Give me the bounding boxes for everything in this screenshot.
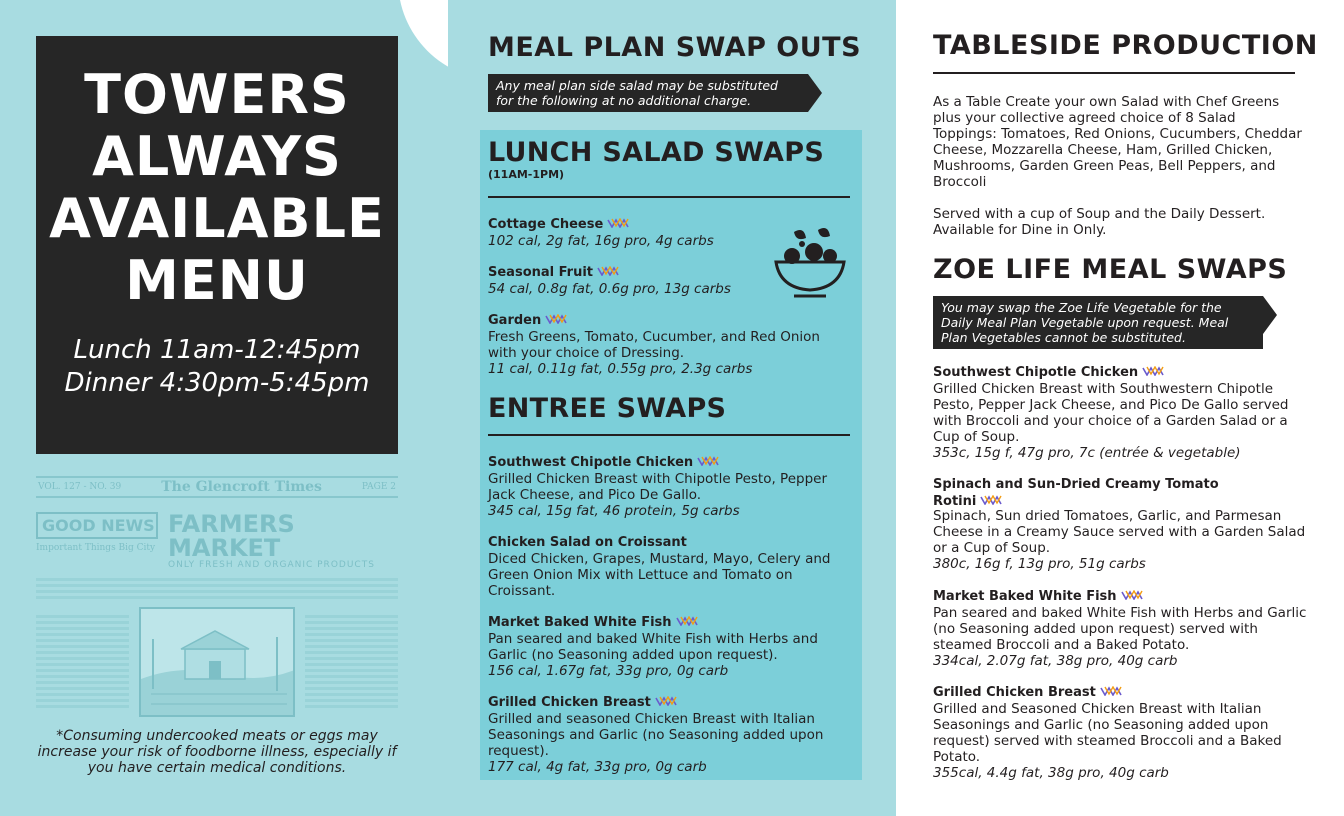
newspaper-text-lines — [36, 578, 398, 599]
zoe-wave-icon — [655, 694, 679, 710]
zoe-wave-icon — [597, 264, 621, 280]
item-nutrition: 102 cal, 2g fat, 16g pro, 4g carbs — [488, 233, 714, 249]
list-item — [933, 476, 1233, 510]
zoe-wave-icon — [980, 493, 1004, 509]
item-name: Spinach and Sun-Dried Creamy Tomato Rotini — [933, 477, 1219, 509]
zoe-wave-icon — [1121, 588, 1145, 604]
item-nutrition: 380c, 16g f, 13g pro, 51g carbs — [933, 556, 1146, 572]
item-description: Spinach, Sun dried Tomatoes, Garlic, and Parmesan Cheese in a Creamy Sauce served with a Garden Salad or a Cup of Soup. — [933, 508, 1306, 556]
menu-title-box — [36, 36, 398, 454]
list-item-detail — [933, 508, 1313, 572]
item-description: Grilled Chicken Breast with Chipotle Pesto, Pepper Jack Cheese, and Pico De Gallo. — [488, 471, 828, 503]
item-name: Cottage Cheese — [488, 217, 604, 232]
newspaper-masthead: The Glencroft Times — [161, 479, 322, 495]
list-item — [933, 684, 1313, 781]
item-nutrition: 54 cal, 0.8g fat, 0.6g pro, 13g carbs — [488, 281, 731, 297]
good-news-label: GOOD NEWS — [36, 512, 158, 539]
lunch-divider — [488, 196, 850, 198]
list-item — [488, 264, 848, 297]
zoe-wave-icon — [1142, 364, 1166, 380]
newspaper-header — [36, 476, 398, 498]
hours — [36, 334, 398, 400]
item-name: Garden — [488, 313, 542, 328]
item-description: Diced Chicken, Grapes, Mustard, Mayo, Celery and Green Onion Mix with Lettuce and Tomato on Croissant. — [488, 551, 831, 599]
item-name: Market Baked White Fish — [933, 589, 1117, 604]
item-name: Seasonal Fruit — [488, 265, 594, 280]
zoe-wave-icon — [545, 312, 569, 328]
item-name: Market Baked White Fish — [488, 615, 672, 630]
lunch-hours: Lunch 11am-12:45pm — [73, 335, 361, 365]
list-item — [488, 312, 848, 377]
newspaper-column-right — [305, 615, 398, 717]
item-nutrition: 11 cal, 0.11g fat, 0.55g pro, 2.3g carbs — [488, 361, 753, 377]
farmers-market-sub: ONLY FRESH AND ORGANIC PRODUCTS — [168, 560, 375, 570]
title-line-3: AVAILABLE — [49, 187, 385, 250]
item-description: Grilled and Seasoned Chicken Breast with Italian Seasonings and Garlic (no Seasoning added upon request) served with steamed Broccoli and a Baked Potato. — [933, 701, 1282, 765]
list-item — [488, 216, 848, 249]
meal-plan-panel — [448, 0, 896, 816]
item-nutrition: 345 cal, 15g fat, 46 protein, 5g carbs — [488, 503, 740, 519]
zoe-wave-icon — [1100, 684, 1124, 700]
cover-panel — [0, 0, 448, 816]
zoe-wave-icon — [676, 614, 700, 630]
title-line-4: MENU — [125, 249, 309, 312]
list-item — [488, 534, 848, 599]
farm-illustration — [139, 607, 295, 717]
meal-plan-banner — [488, 74, 808, 112]
item-nutrition: 334cal, 2.07g fat, 38g pro, 40g carb — [933, 653, 1178, 669]
title-line-1: TOWERS — [84, 63, 350, 126]
item-description: Pan seared and baked White Fish with Herbs and Garlic (no Seasoning added upon request) served with steamed Broccoli and a Baked Potato. — [933, 605, 1307, 653]
tableside-serving-note: Served with a cup of Soup and the Daily Dessert. Available for Dine in Only. — [933, 206, 1266, 238]
zoe-wave-icon — [607, 216, 631, 232]
entree-divider — [488, 434, 850, 436]
list-item — [488, 614, 848, 679]
zoe-banner-line-3: Plan Vegetables cannot be substituted. — [941, 330, 1186, 345]
tableside-panel — [896, 0, 1344, 816]
meal-plan-banner-line-2: for the following at no additional charge. — [496, 93, 752, 108]
lunch-salad-hours: (11AM-1PM) — [488, 168, 565, 181]
item-nutrition: 353c, 15g f, 47g pro, 7c (entrée & vegetable) — [933, 445, 1241, 461]
meal-plan-title: MEAL PLAN SWAP OUTS — [488, 32, 862, 63]
newspaper-issue: VOL. 127 - NO. 39 — [38, 482, 122, 492]
list-item — [488, 694, 848, 775]
swaps-box — [480, 130, 862, 780]
dinner-hours: Dinner 4:30pm-5:45pm — [64, 368, 370, 398]
newspaper-column-left — [36, 615, 129, 717]
item-name: Southwest Chipotle Chicken — [933, 365, 1139, 380]
zoe-banner-line-2: Daily Meal Plan Vegetable upon request. Meal — [941, 315, 1229, 330]
newspaper-graphic — [36, 476, 398, 716]
newspaper-page: PAGE 2 — [361, 482, 396, 492]
list-item — [933, 588, 1313, 669]
tableside-description: As a Table Create your own Salad with Chef Greens plus your collective agreed choice of 8 Salad Toppings: Tomatoes, Red Onions, Cucumbers, Cheddar Cheese, Mozzarella Cheese, Ham, Grilled Chicken, Mushrooms, Garden Green Peas, Bell Peppers, and Broccoli — [933, 94, 1302, 190]
list-item — [933, 364, 1313, 461]
tableside-divider — [933, 72, 1295, 74]
item-description: Grilled Chicken Breast with Southwestern Chipotle Pesto, Pepper Jack Cheese, and Pico De Gallo served with Broccoli and your choice of a Garden Salad or a Cup of Soup. — [933, 381, 1289, 445]
item-description: Grilled and seasoned Chicken Breast with Italian Seasonings and Garlic (no Seasoning added upon request). — [488, 711, 824, 759]
good-news-sub: Important Things Big City — [36, 543, 156, 553]
item-name: Chicken Salad on Croissant — [488, 535, 687, 550]
item-nutrition: 355cal, 4.4g fat, 38g pro, 40g carb — [933, 765, 1169, 781]
zoe-banner-line-1: You may swap the Zoe Life Vegetable for the — [941, 300, 1222, 315]
item-name: Southwest Chipotle Chicken — [488, 455, 694, 470]
farmers-market-label: FARMERS MARKET — [168, 510, 295, 562]
entree-swaps-title: ENTREE SWAPS — [488, 393, 727, 424]
food-safety-disclaimer: *Consuming undercooked meats or eggs may increase your risk of foodborne illness, especially if you have certain medical conditions. — [37, 728, 397, 776]
item-description: Fresh Greens, Tomato, Cucumber, and Red Onion with your choice of Dressing. — [488, 329, 820, 361]
item-nutrition: 177 cal, 4g fat, 33g pro, 0g carb — [488, 759, 707, 775]
corner-curve — [398, 0, 448, 80]
lunch-salad-title: LUNCH SALAD SWAPS — [488, 137, 825, 168]
item-description: Pan seared and baked White Fish with Herbs and Garlic (no Seasoning added upon request). — [488, 631, 818, 663]
list-item — [488, 454, 848, 519]
title-line-2: ALWAYS — [92, 125, 342, 188]
tableside-title: TABLESIDE PRODUCTION — [933, 30, 1318, 61]
zoe-wave-icon — [697, 454, 721, 470]
meal-plan-banner-line-1: Any meal plan side salad may be substituted — [496, 78, 778, 93]
item-name: Grilled Chicken Breast — [933, 685, 1096, 700]
item-name: Grilled Chicken Breast — [488, 695, 651, 710]
item-nutrition: 156 cal, 1.67g fat, 33g pro, 0g carb — [488, 663, 729, 679]
zoe-life-title: ZOE LIFE MEAL SWAPS — [933, 254, 1288, 285]
zoe-life-banner — [933, 296, 1263, 349]
